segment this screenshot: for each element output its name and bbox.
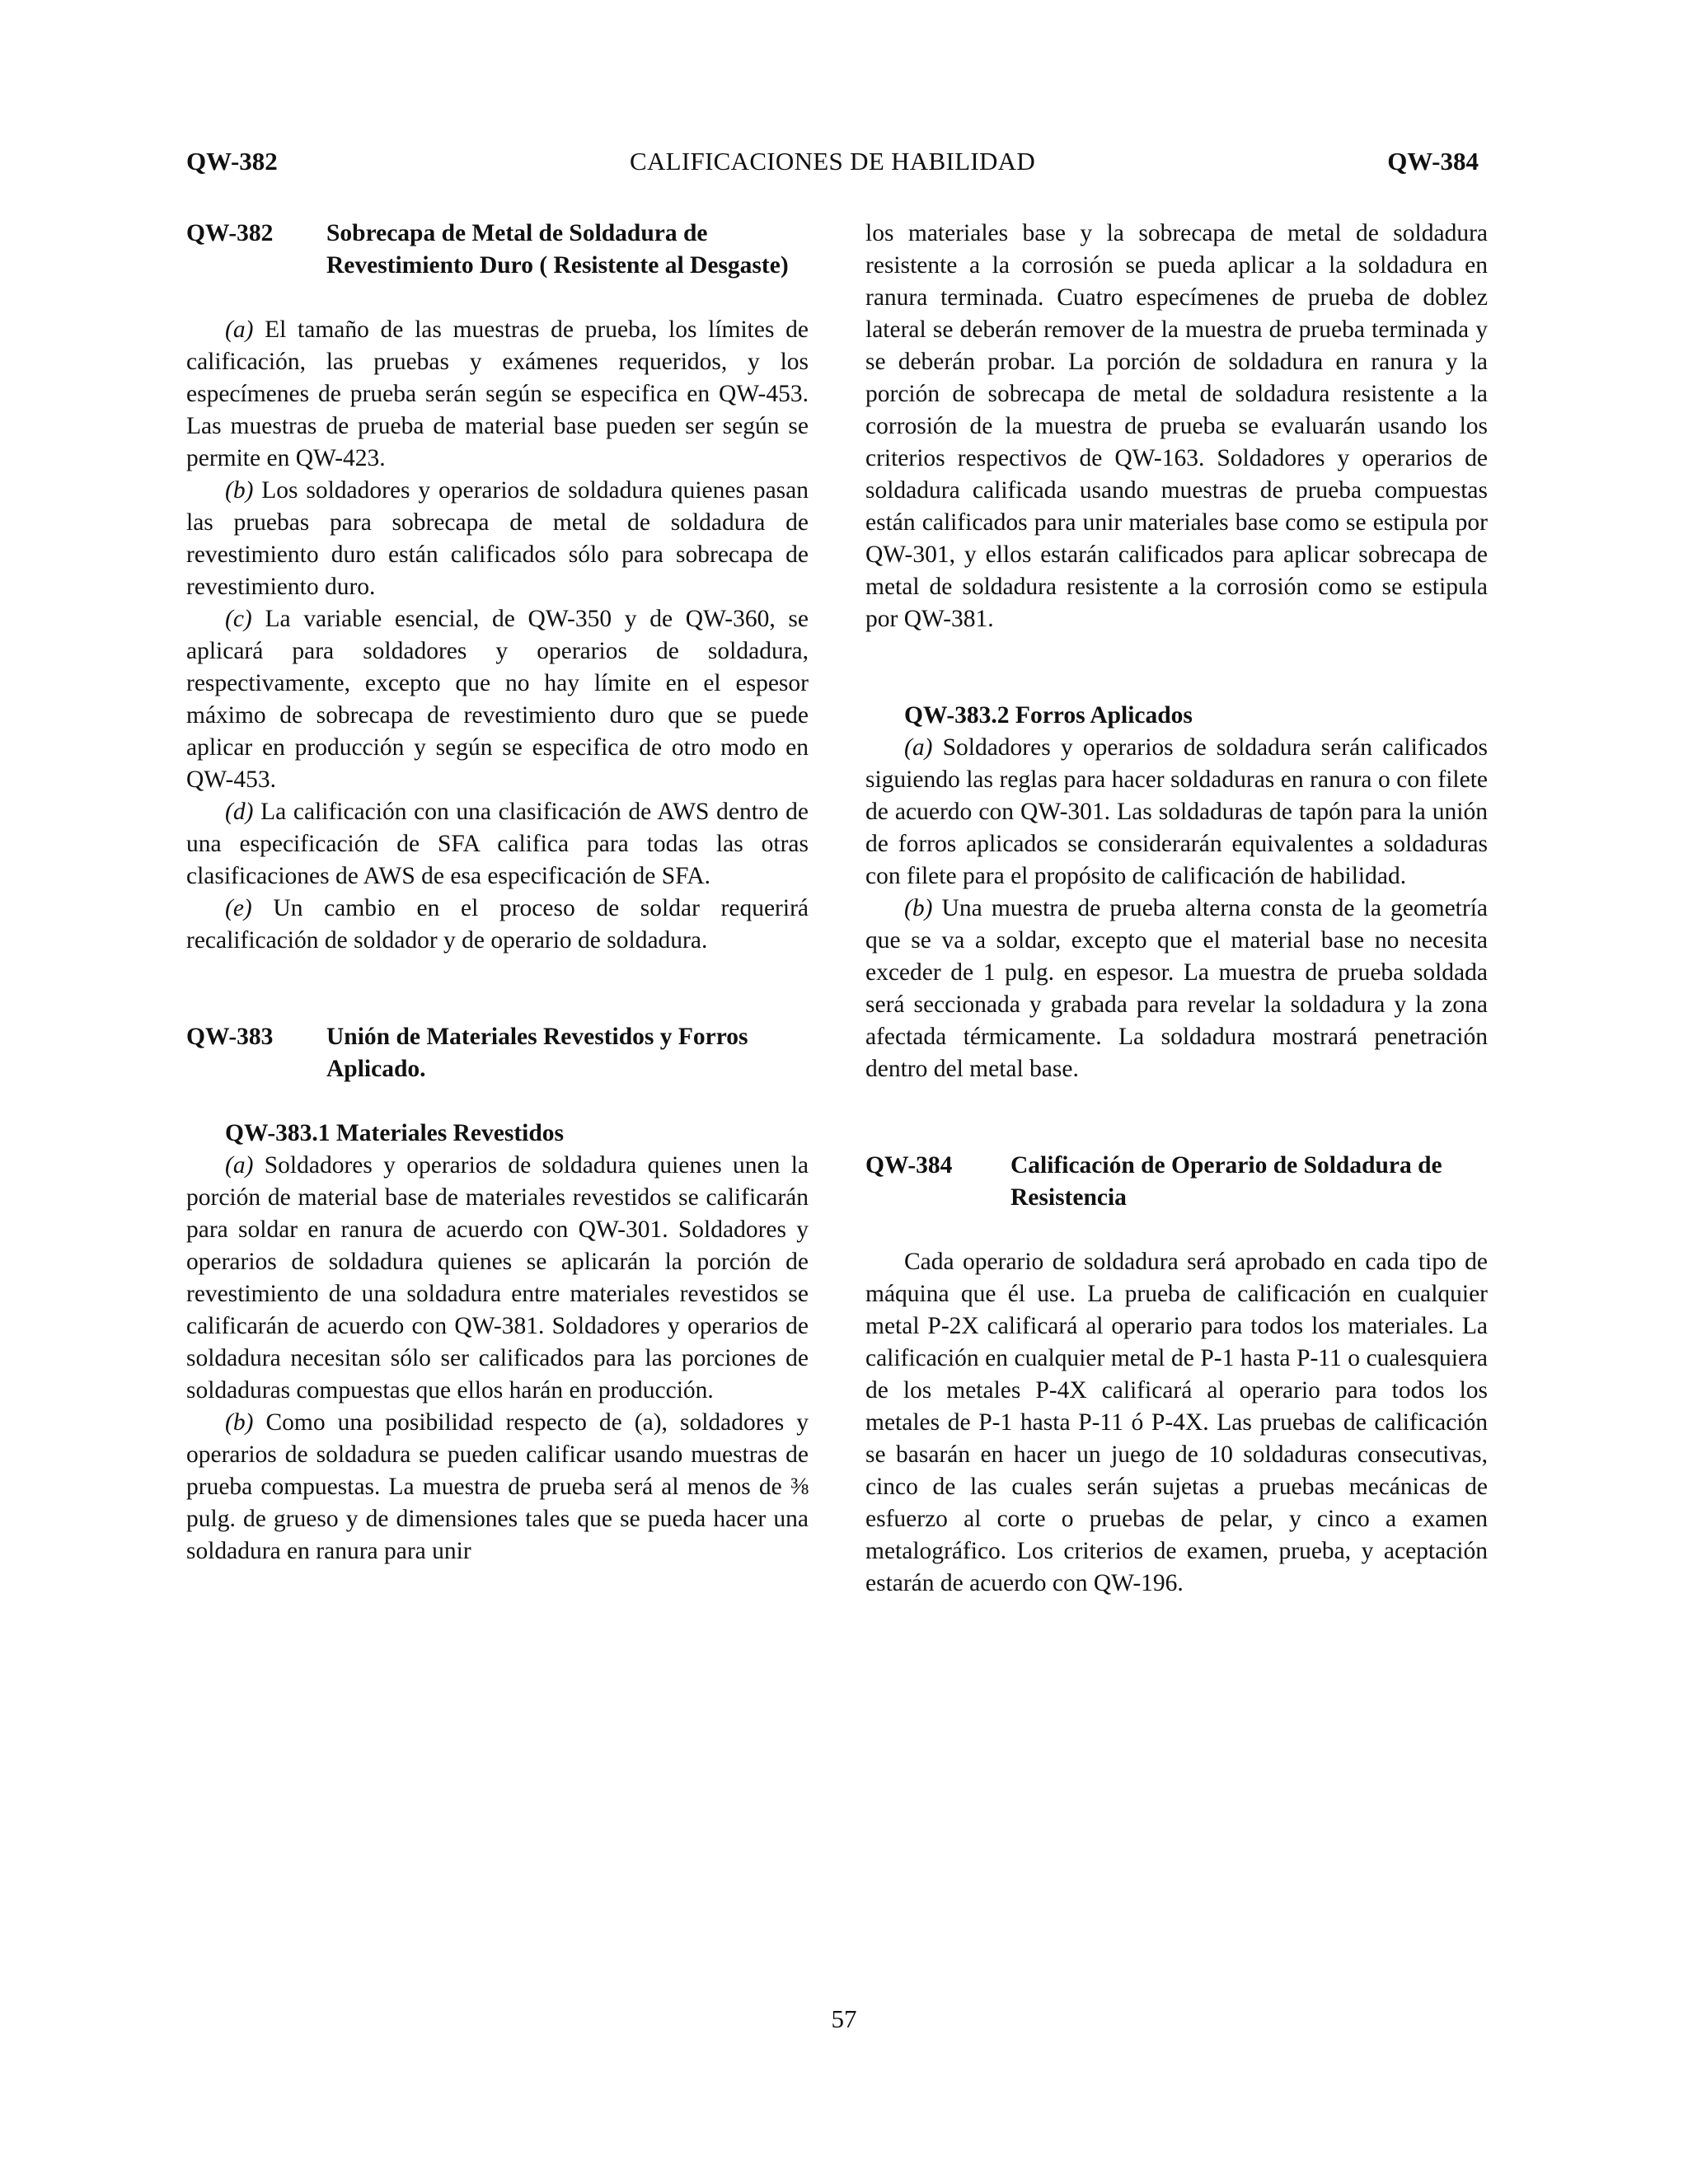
section-heading-qw384 <box>865 1150 1488 1214</box>
right-column <box>865 218 1488 1600</box>
section-number: QW-384 <box>865 1152 953 1179</box>
section-title: Unión de Materiales Revestidos y Forros Aplicado. <box>326 1024 748 1082</box>
section-title: Sobrecapa de Metal de Soldadura de Revestimiento Duro ( Resistente al Desgaste) <box>326 220 789 279</box>
paragraph-qw383-2-b <box>865 893 1488 1085</box>
item-label: (a) <box>225 316 254 343</box>
paragraph-text: Como una posibilidad respecto de (a), soldadores y operarios de soldadura se pueden calificar usando muestras de prueba compuestas. La muestra de prueba será al menos de ⅜ pulg. de grueso y de dimensiones tales que se pueda hacer una soldadura en ranura para unir <box>186 1409 809 1564</box>
item-label: (a) <box>225 1152 254 1179</box>
paragraph-text: Soldadores y operarios de soldadura serán calificados siguiendo las reglas para hacer soldaduras en ranura o con filete de acuerdo con QW-301. Las soldaduras de tapón para la unión de forros aplicados se considerarán equivalentes a soldaduras con filete para el propósito de calificación de habilidad. <box>865 734 1488 889</box>
paragraph-text: Soldadores y operarios de soldadura quienes unen la porción de material base de materiales revestidos se calificarán para soldar en ranura de acuerdo con QW-301. Soldadores y operarios de soldadura quienes se aplicarán la porción de revestimiento de una soldadura entre materiales revestidos se calificarán de acuerdo con QW-381. Soldadores y operarios de soldadura necesitan sólo ser calificados para las porciones de soldaduras compuestas que ellos harán en producción. <box>186 1152 809 1404</box>
section-number: QW-382 <box>186 220 274 246</box>
paragraph-text: La calificación con una clasificación de AWS dentro de una especificación de SFA califica para todas las otras clasificaciones de AWS de esa especificación de SFA. <box>186 799 809 889</box>
paragraph-qw382-c <box>186 603 809 796</box>
paragraph-qw383-1-a <box>186 1150 809 1407</box>
header-chapter-title: CALIFICACIONES DE HABILIDAD <box>629 147 1036 176</box>
paragraph-text: La variable esencial, de QW-350 y de QW-360, se aplicará para soldadores y operarios de soldadura, respectivamente, excepto que no hay límite en el espesor máximo de sobrecapa de revestimiento duro que se puede aplicar en producción y según se especifica de otro modo en QW-453. <box>186 606 809 793</box>
item-label: (d) <box>225 799 254 825</box>
paragraph-text: Los soldadores y operarios de soldadura quienes pasan las pruebas para sobrecapa de metal de soldadura de revestimiento duro están calificados sólo para sobrecapa de revestimiento duro. <box>186 477 809 600</box>
paragraph-text: Un cambio en el proceso de soldar requerirá recalificación de soldador y de operario de soldadura. <box>186 895 809 954</box>
section-title: Calificación de Operario de Soldadura de Resistencia <box>1010 1152 1442 1211</box>
paragraph-text: Una muestra de prueba alterna consta de la geometría que se va a soldar, excepto que el material base no necesita exceder de 1 pulg. en espesor. La muestra de prueba soldada será seccionada y grabada para revelar la soldadura y la zona afectada térmicamente. La soldadura mostrará penetración dentro del metal base. <box>865 895 1488 1082</box>
item-label: (b) <box>225 1409 254 1436</box>
subsection-heading-qw383-1: QW-383.1 Materiales Revestidos <box>225 1120 564 1146</box>
paragraph-qw383-1-b-continued: los materiales base y la sobrecapa de metal de soldadura resistente a la corrosión se pueda aplicar a la soldadura en ranura terminada. Cuatro especímenes de prueba de doblez lateral se deberán remover de la muestra de prueba terminada y se deberán probar. La porción de soldadura en ranura y la porción de sobrecapa de metal de soldadura resistente a la corrosión de la muestra de prueba se evaluarán usando los criterios respectivos de QW-163. Soldadores y operarios de soldadura calificada usando muestras de prueba compuestas están calificados para unir materiales base como se estipula por QW-301, y ellos estarán calificados para aplicar sobrecapa de metal de soldadura resistente a la corrosión como se estipula por QW-381. <box>865 220 1488 632</box>
paragraph-qw384: Cada operario de soldadura será aprobado en cada tipo de máquina que él use. La prueba de calificación en cualquier metal P-2X calificará al operario para todos los materiales. La calificación en cualquier metal de P-1 hasta P-11 o cualesquiera de los metales P-4X calificará al operario para todos los metales de P-1 hasta P-11 ó P-4X. Las pruebas de calificación se basarán en hacer un juego de 10 soldaduras consecutivas, cinco de las cuales serán sujetas a pruebas mecánicas de esfuerzo al corte o pruebas de pelar, y cinco a examen metalográfico. Los criterios de examen, prueba, y aceptación estarán de acuerdo con QW-196. <box>865 1249 1488 1596</box>
item-label: (b) <box>225 477 254 504</box>
subsection-heading-qw383-2: QW-383.2 Forros Aplicados <box>904 702 1193 729</box>
paragraph-qw382-d <box>186 796 809 893</box>
paragraph-qw382-a <box>186 314 809 475</box>
paragraph-text: El tamaño de las muestras de prueba, los límites de calificación, las pruebas y exámenes requeridos, y los especímenes de prueba serán según se especifica en QW-453. Las muestras de prueba de material base pueden ser según se permite en QW-423. <box>186 316 809 471</box>
item-label: (a) <box>904 734 933 761</box>
header-left-section-ref: QW-382 <box>186 147 278 176</box>
item-label: (e) <box>225 895 252 921</box>
paragraph-qw383-2-a <box>865 732 1488 893</box>
section-heading-qw382 <box>186 218 809 282</box>
running-header <box>186 145 1479 181</box>
section-heading-qw383 <box>186 1021 809 1085</box>
paragraph-qw382-b <box>186 475 809 603</box>
paragraph-qw383-1-b <box>186 1407 809 1568</box>
item-label: (c) <box>225 606 252 632</box>
section-number: QW-383 <box>186 1024 274 1050</box>
left-column <box>186 218 809 1568</box>
header-right-section-ref: QW-384 <box>1387 147 1479 176</box>
item-label: (b) <box>904 895 933 921</box>
paragraph-qw382-e <box>186 893 809 957</box>
page-number: 57 <box>831 2004 857 2033</box>
